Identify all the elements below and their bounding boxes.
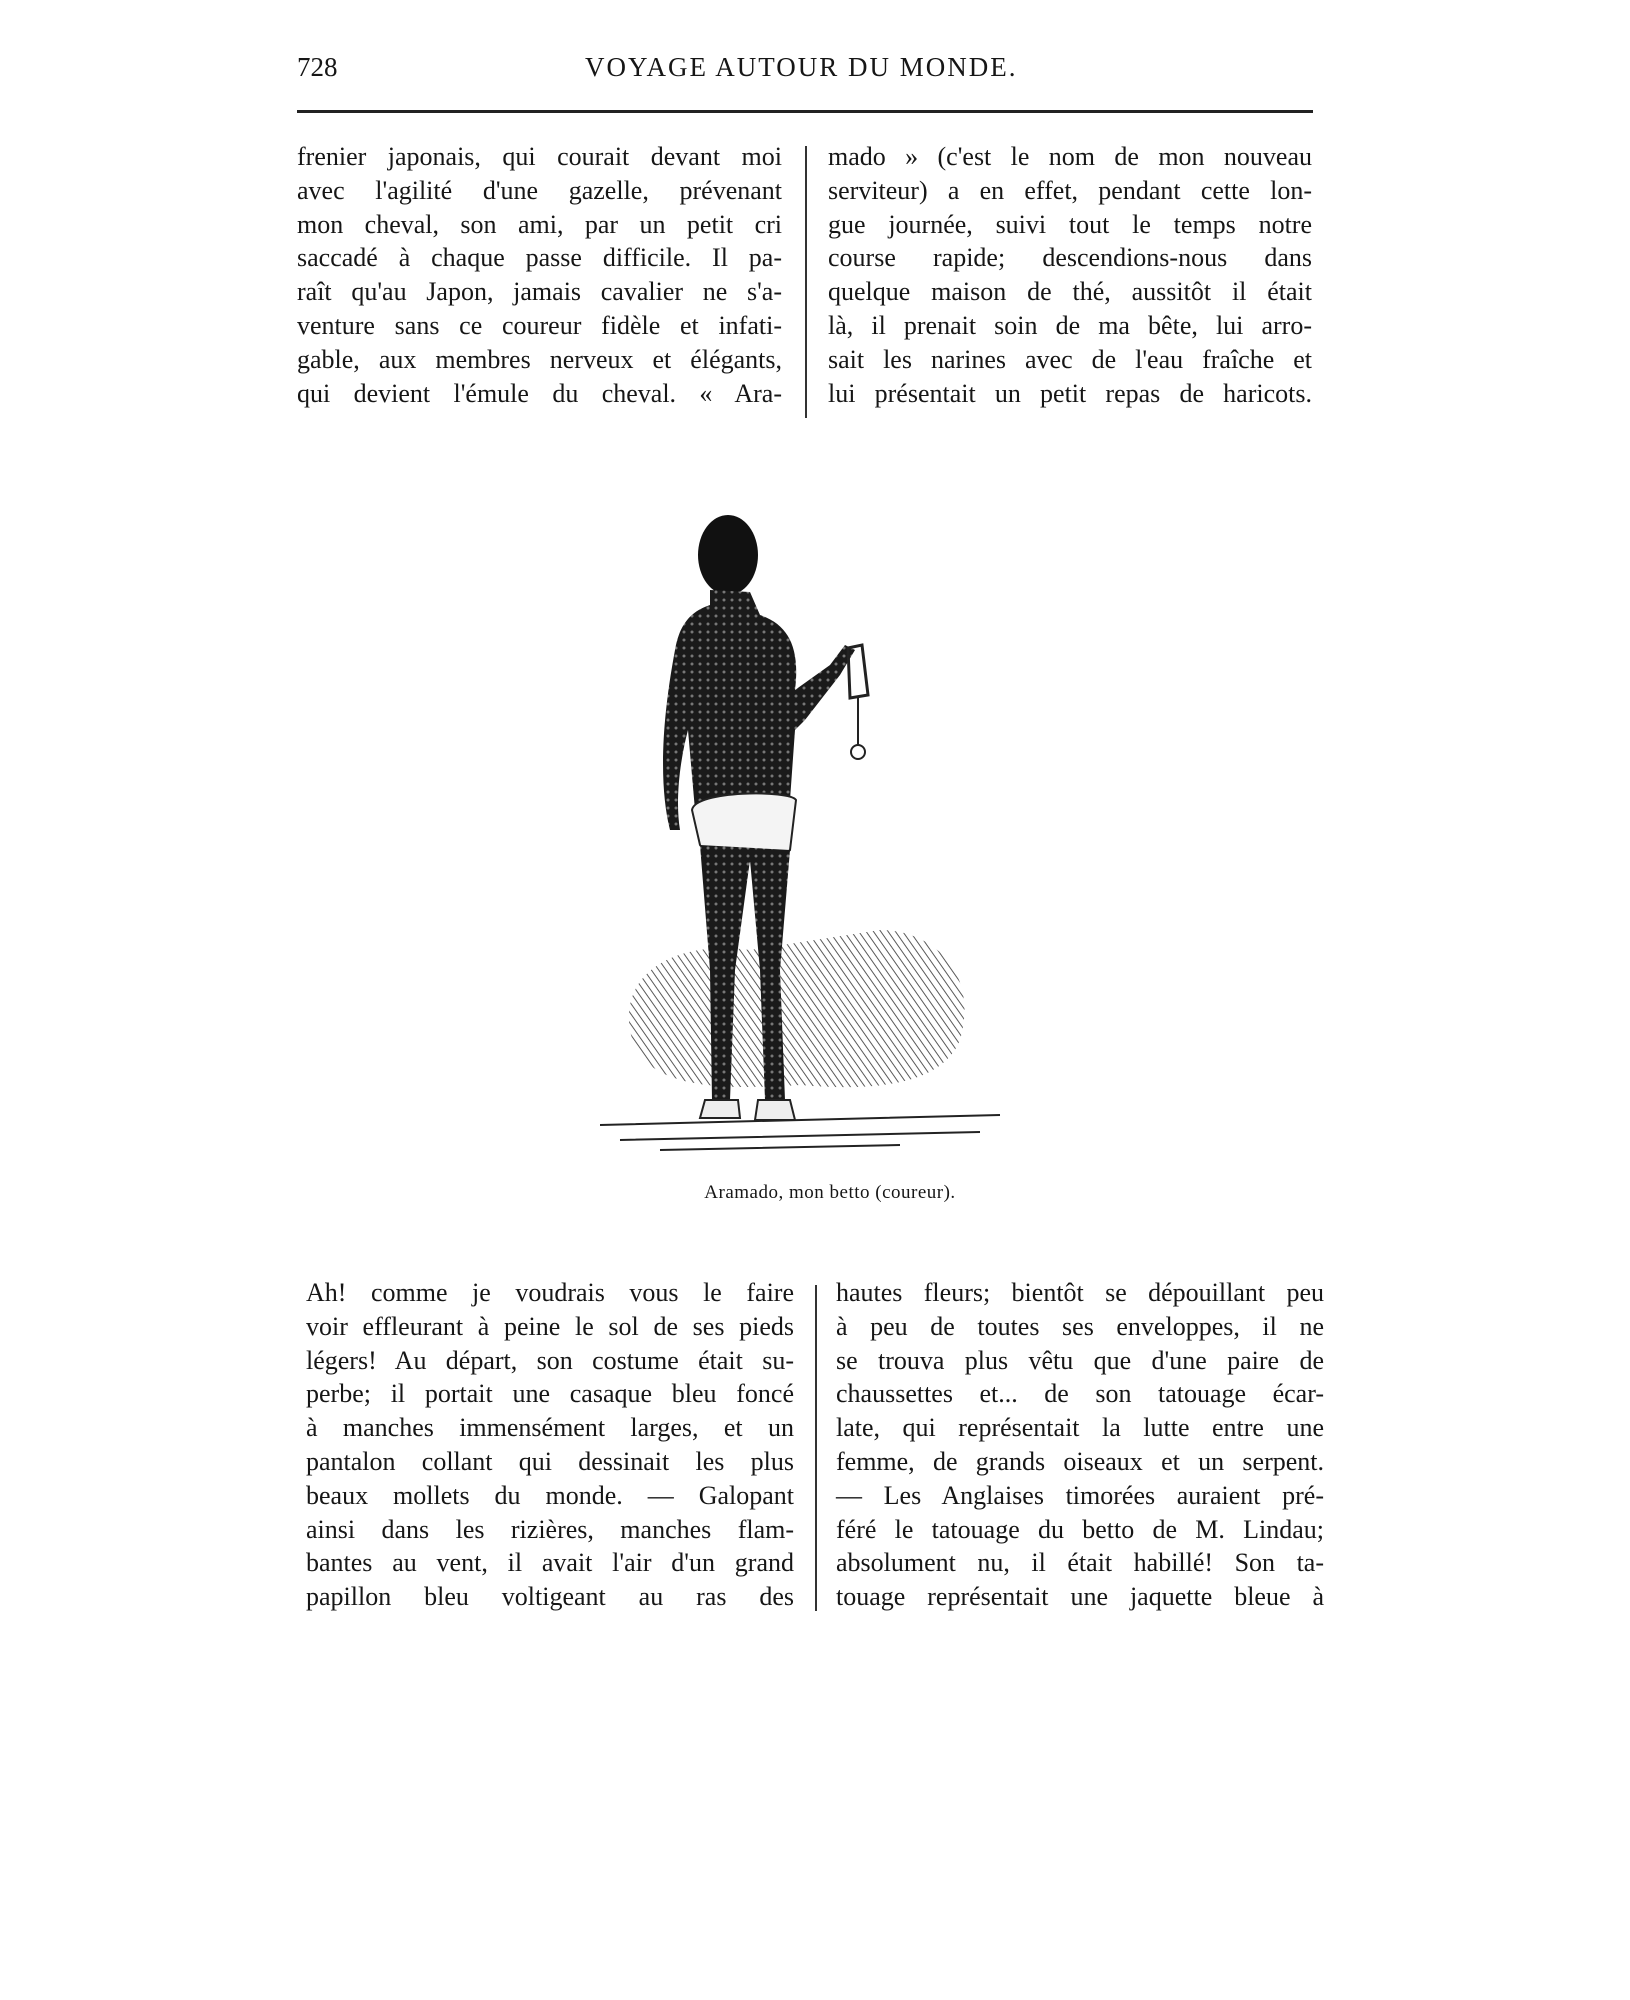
text-line: beaux mollets du monde. — Galopant: [306, 1480, 794, 1510]
text-line: serviteur) a en effet, pendant cette lon-: [828, 175, 1312, 205]
text-line: féré le tatouage du betto de M. Lindau;: [836, 1514, 1324, 1544]
text-line: — Les Anglaises timorées auraient pré-: [836, 1480, 1324, 1510]
text-line: course rapide; descendions-nous dans: [828, 243, 1312, 273]
running-title: VOYAGE AUTOUR DU MONDE.: [585, 52, 1018, 82]
text-line: late, qui représentait la lutte entre une: [836, 1413, 1324, 1443]
text-line: à manches immensément larges, et un: [306, 1413, 794, 1443]
column-divider: [805, 146, 807, 418]
header-rule: [297, 110, 1313, 113]
text-line: papillon bleu voltigeant au ras des: [306, 1582, 794, 1612]
text-line: avec l'agilité d'une gazelle, prévenant: [297, 175, 782, 205]
page-number: 728: [297, 52, 338, 82]
text-line: pantalon collant qui dessinait les plus: [306, 1446, 794, 1476]
bottom-right-column: [836, 1276, 1324, 1614]
text-line: se trouva plus vêtu que d'une paire de: [836, 1345, 1324, 1375]
text-line: touage représentait une jaquette bleue à: [836, 1582, 1324, 1612]
text-line: à peu de toutes ses enveloppes, il ne: [836, 1311, 1324, 1341]
text-line: raît qu'au Japon, jamais cavalier ne s'a-: [297, 277, 782, 307]
text-line: gue journée, suivi tout le temps notre: [828, 209, 1312, 239]
text-line: femme, de grands oiseaux et un serpent.: [836, 1446, 1324, 1476]
text-line: qui devient l'émule du cheval. « Ara-: [297, 378, 782, 408]
figure-caption: Aramado, mon betto (coureur).: [704, 1182, 956, 1203]
text-line: ainsi dans les rizières, manches flam-: [306, 1514, 794, 1544]
text-line: saccadé à chaque passe difficile. Il pa-: [297, 243, 782, 273]
text-line: voir effleurant à peine le sol de ses pieds: [306, 1311, 794, 1341]
text-line: là, il prenait soin de ma bête, lui arro-: [828, 310, 1312, 340]
column-divider: [815, 1285, 817, 1611]
text-line: frenier japonais, qui courait devant moi: [297, 142, 782, 171]
text-line: mado » (c'est le nom de mon nouveau: [828, 142, 1312, 171]
text-line: légers! Au départ, son costume était su-: [306, 1345, 794, 1375]
text-line: absolument nu, il était habillé! Son ta-: [836, 1548, 1324, 1578]
text-line: bantes au vent, il avait l'air d'un grand: [306, 1548, 794, 1578]
bottom-left-column: [306, 1276, 794, 1614]
text-line: sait les narines avec de l'eau fraîche et: [828, 344, 1312, 374]
text-line: gable, aux membres nerveux et élégants,: [297, 344, 782, 374]
text-line: mon cheval, son ami, par un petit cri: [297, 209, 782, 239]
top-left-column: [297, 140, 782, 410]
text-line: chaussettes et... de son tatouage écar-: [836, 1379, 1324, 1409]
ground-shading: [600, 930, 1000, 1150]
text-line: hautes fleurs; bientôt se dépouillant peu: [836, 1278, 1324, 1307]
top-right-column: [828, 140, 1312, 410]
engraving-illustration: [600, 500, 1020, 1170]
text-line: perbe; il portait une casaque bleu foncé: [306, 1379, 794, 1409]
text-line: lui présentait un petit repas de haricots.: [828, 378, 1312, 408]
text-line: Ah! comme je voudrais vous le faire: [306, 1278, 794, 1307]
text-line: venture sans ce coureur fidèle et infati-: [297, 310, 782, 340]
text-line: quelque maison de thé, aussitôt il était: [828, 277, 1312, 307]
